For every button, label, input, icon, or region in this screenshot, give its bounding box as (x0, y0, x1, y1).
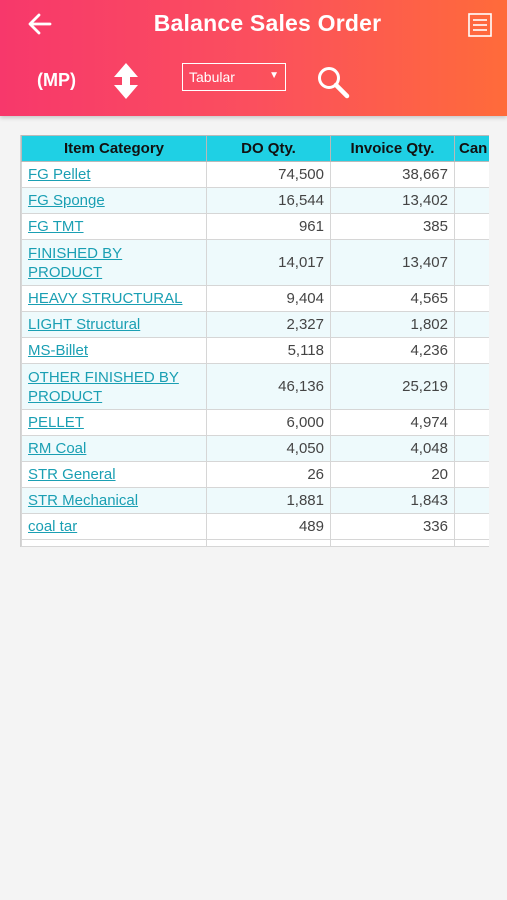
view-mode-select[interactable] (182, 63, 286, 91)
do-qty-cell: 489 (207, 514, 331, 540)
cancelled-cell (455, 364, 490, 410)
column-header-item-category[interactable]: Item Category (22, 136, 207, 162)
cancelled-cell (455, 488, 490, 514)
cancelled-cell (455, 162, 490, 188)
table-row (22, 188, 490, 214)
table-row (22, 488, 490, 514)
do-qty-cell: 961 (207, 214, 331, 240)
table-row (22, 514, 490, 540)
cancelled-cell (455, 286, 490, 312)
do-qty-cell: 14,017 (207, 240, 331, 286)
table-row (22, 462, 490, 488)
category-link[interactable]: FG Sponge (22, 188, 207, 214)
invoice-qty-cell: 385 (331, 214, 455, 240)
cancelled-cell (455, 436, 490, 462)
do-qty-cell: 16,544 (207, 188, 331, 214)
cancelled-cell (455, 338, 490, 364)
invoice-qty-cell: 4,236 (331, 338, 455, 364)
app-header (0, 0, 507, 116)
column-header-cancelled[interactable]: Can (455, 136, 490, 162)
empty-cell (207, 540, 331, 547)
balance-table (21, 135, 489, 547)
invoice-qty-cell: 4,974 (331, 410, 455, 436)
cancelled-cell (455, 462, 490, 488)
dropdown-caret-icon: ▼ (269, 70, 279, 81)
table-row (22, 338, 490, 364)
balance-table-container[interactable] (20, 135, 489, 547)
empty-cell (22, 540, 207, 547)
cancelled-cell (455, 214, 490, 240)
invoice-qty-cell: 13,407 (331, 240, 455, 286)
invoice-qty-cell: 4,565 (331, 286, 455, 312)
invoice-qty-cell: 20 (331, 462, 455, 488)
category-link[interactable]: FG TMT (22, 214, 207, 240)
cancelled-cell (455, 240, 490, 286)
table-row (22, 214, 490, 240)
table-row (22, 286, 490, 312)
invoice-qty-cell: 4,048 (331, 436, 455, 462)
table-row (22, 364, 490, 410)
column-header-do-qty[interactable]: DO Qty. (207, 136, 331, 162)
category-link[interactable]: STR General (22, 462, 207, 488)
invoice-qty-cell: 1,843 (331, 488, 455, 514)
cancelled-cell (455, 410, 490, 436)
table-row (22, 436, 490, 462)
invoice-qty-cell: 336 (331, 514, 455, 540)
column-header-invoice-qty[interactable]: Invoice Qty. (331, 136, 455, 162)
category-link[interactable]: coal tar (22, 514, 207, 540)
sort-icon[interactable] (112, 61, 140, 101)
table-row (22, 312, 490, 338)
do-qty-cell: 2,327 (207, 312, 331, 338)
do-qty-cell: 1,881 (207, 488, 331, 514)
do-qty-cell: 74,500 (207, 162, 331, 188)
table-header-row (22, 136, 490, 162)
cancelled-cell (455, 514, 490, 540)
category-link[interactable]: MS-Billet (22, 338, 207, 364)
category-link[interactable]: LIGHT Structural (22, 312, 207, 338)
invoice-qty-cell: 13,402 (331, 188, 455, 214)
do-qty-cell: 46,136 (207, 364, 331, 410)
do-qty-cell: 5,118 (207, 338, 331, 364)
category-link[interactable]: FG Pellet (22, 162, 207, 188)
category-link[interactable]: OTHER FINISHED BY PRODUCT (22, 364, 207, 410)
page-title: Balance Sales Order (153, 10, 382, 36)
cancelled-cell (455, 312, 490, 338)
cancelled-cell (455, 188, 490, 214)
category-link[interactable]: PELLET (22, 410, 207, 436)
empty-cell (455, 540, 490, 547)
empty-cell (331, 540, 455, 547)
invoice-qty-cell: 1,802 (331, 312, 455, 338)
table-row (22, 410, 490, 436)
do-qty-cell: 9,404 (207, 286, 331, 312)
list-icon[interactable] (467, 12, 493, 38)
invoice-qty-cell: 25,219 (331, 364, 455, 410)
category-link[interactable]: RM Coal (22, 436, 207, 462)
view-mode-value: Tabular (189, 69, 235, 85)
table-row (22, 162, 490, 188)
category-link[interactable]: FINISHED BY PRODUCT (22, 240, 207, 286)
do-qty-cell: 4,050 (207, 436, 331, 462)
category-link[interactable]: HEAVY STRUCTURAL (22, 286, 207, 312)
region-label: (MP) (37, 70, 76, 90)
table-row (22, 240, 490, 286)
do-qty-cell: 6,000 (207, 410, 331, 436)
invoice-qty-cell: 38,667 (331, 162, 455, 188)
table-row-partial (22, 540, 490, 547)
do-qty-cell: 26 (207, 462, 331, 488)
category-link[interactable]: STR Mechanical (22, 488, 207, 514)
search-icon[interactable] (316, 65, 350, 99)
